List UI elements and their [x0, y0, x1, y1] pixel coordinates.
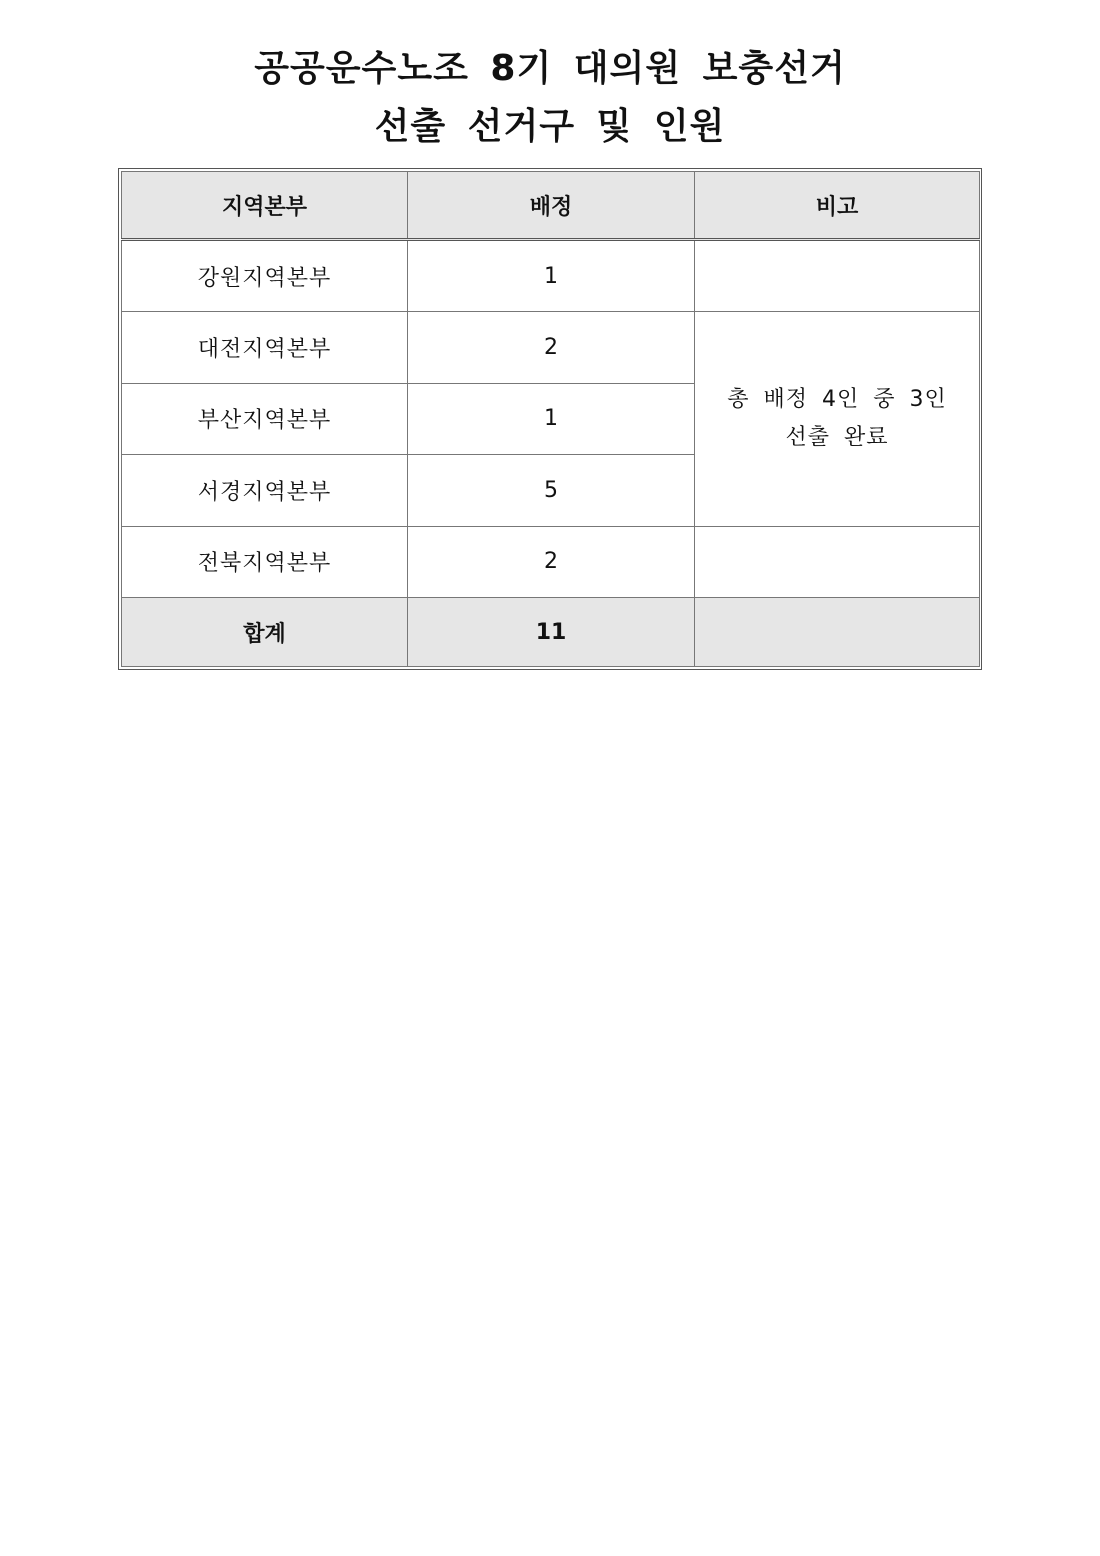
- table-header-row: [122, 172, 980, 240]
- total-label: 합계: [122, 598, 408, 667]
- title-line-2: 선출 선거구 및 인원: [374, 106, 726, 147]
- row-region: 강원지역본부: [122, 240, 408, 312]
- title-line-1: 공공운수노조 8기 대의원 보충선거: [254, 48, 846, 89]
- row-allocation: 2: [408, 312, 695, 383]
- allocation-table: [121, 171, 980, 667]
- row-remarks: [695, 240, 980, 312]
- remark-line-2: 선출 완료: [785, 424, 889, 450]
- row-allocation: 1: [408, 240, 695, 312]
- allocation-table-frame: [118, 168, 982, 670]
- row-allocation: 5: [408, 455, 695, 526]
- table-row: [122, 526, 980, 597]
- header-allocation: 배정: [408, 172, 695, 240]
- row-remarks-merged: [695, 312, 980, 526]
- row-remarks: [695, 526, 980, 597]
- total-remarks: [695, 598, 980, 667]
- header-remarks: 비고: [695, 172, 980, 240]
- row-region: 대전지역본부: [122, 312, 408, 383]
- document-title: [0, 40, 1100, 156]
- row-region: 전북지역본부: [122, 526, 408, 597]
- table-row: [122, 312, 980, 383]
- row-region: 서경지역본부: [122, 455, 408, 526]
- row-region: 부산지역본부: [122, 383, 408, 454]
- total-allocation: 11: [408, 598, 695, 667]
- table-row: [122, 240, 980, 312]
- row-allocation: 2: [408, 526, 695, 597]
- row-allocation: 1: [408, 383, 695, 454]
- table-total-row: [122, 598, 980, 667]
- header-region: 지역본부: [122, 172, 408, 240]
- remark-line-1: 총 배정 4인 중 3인: [727, 386, 947, 412]
